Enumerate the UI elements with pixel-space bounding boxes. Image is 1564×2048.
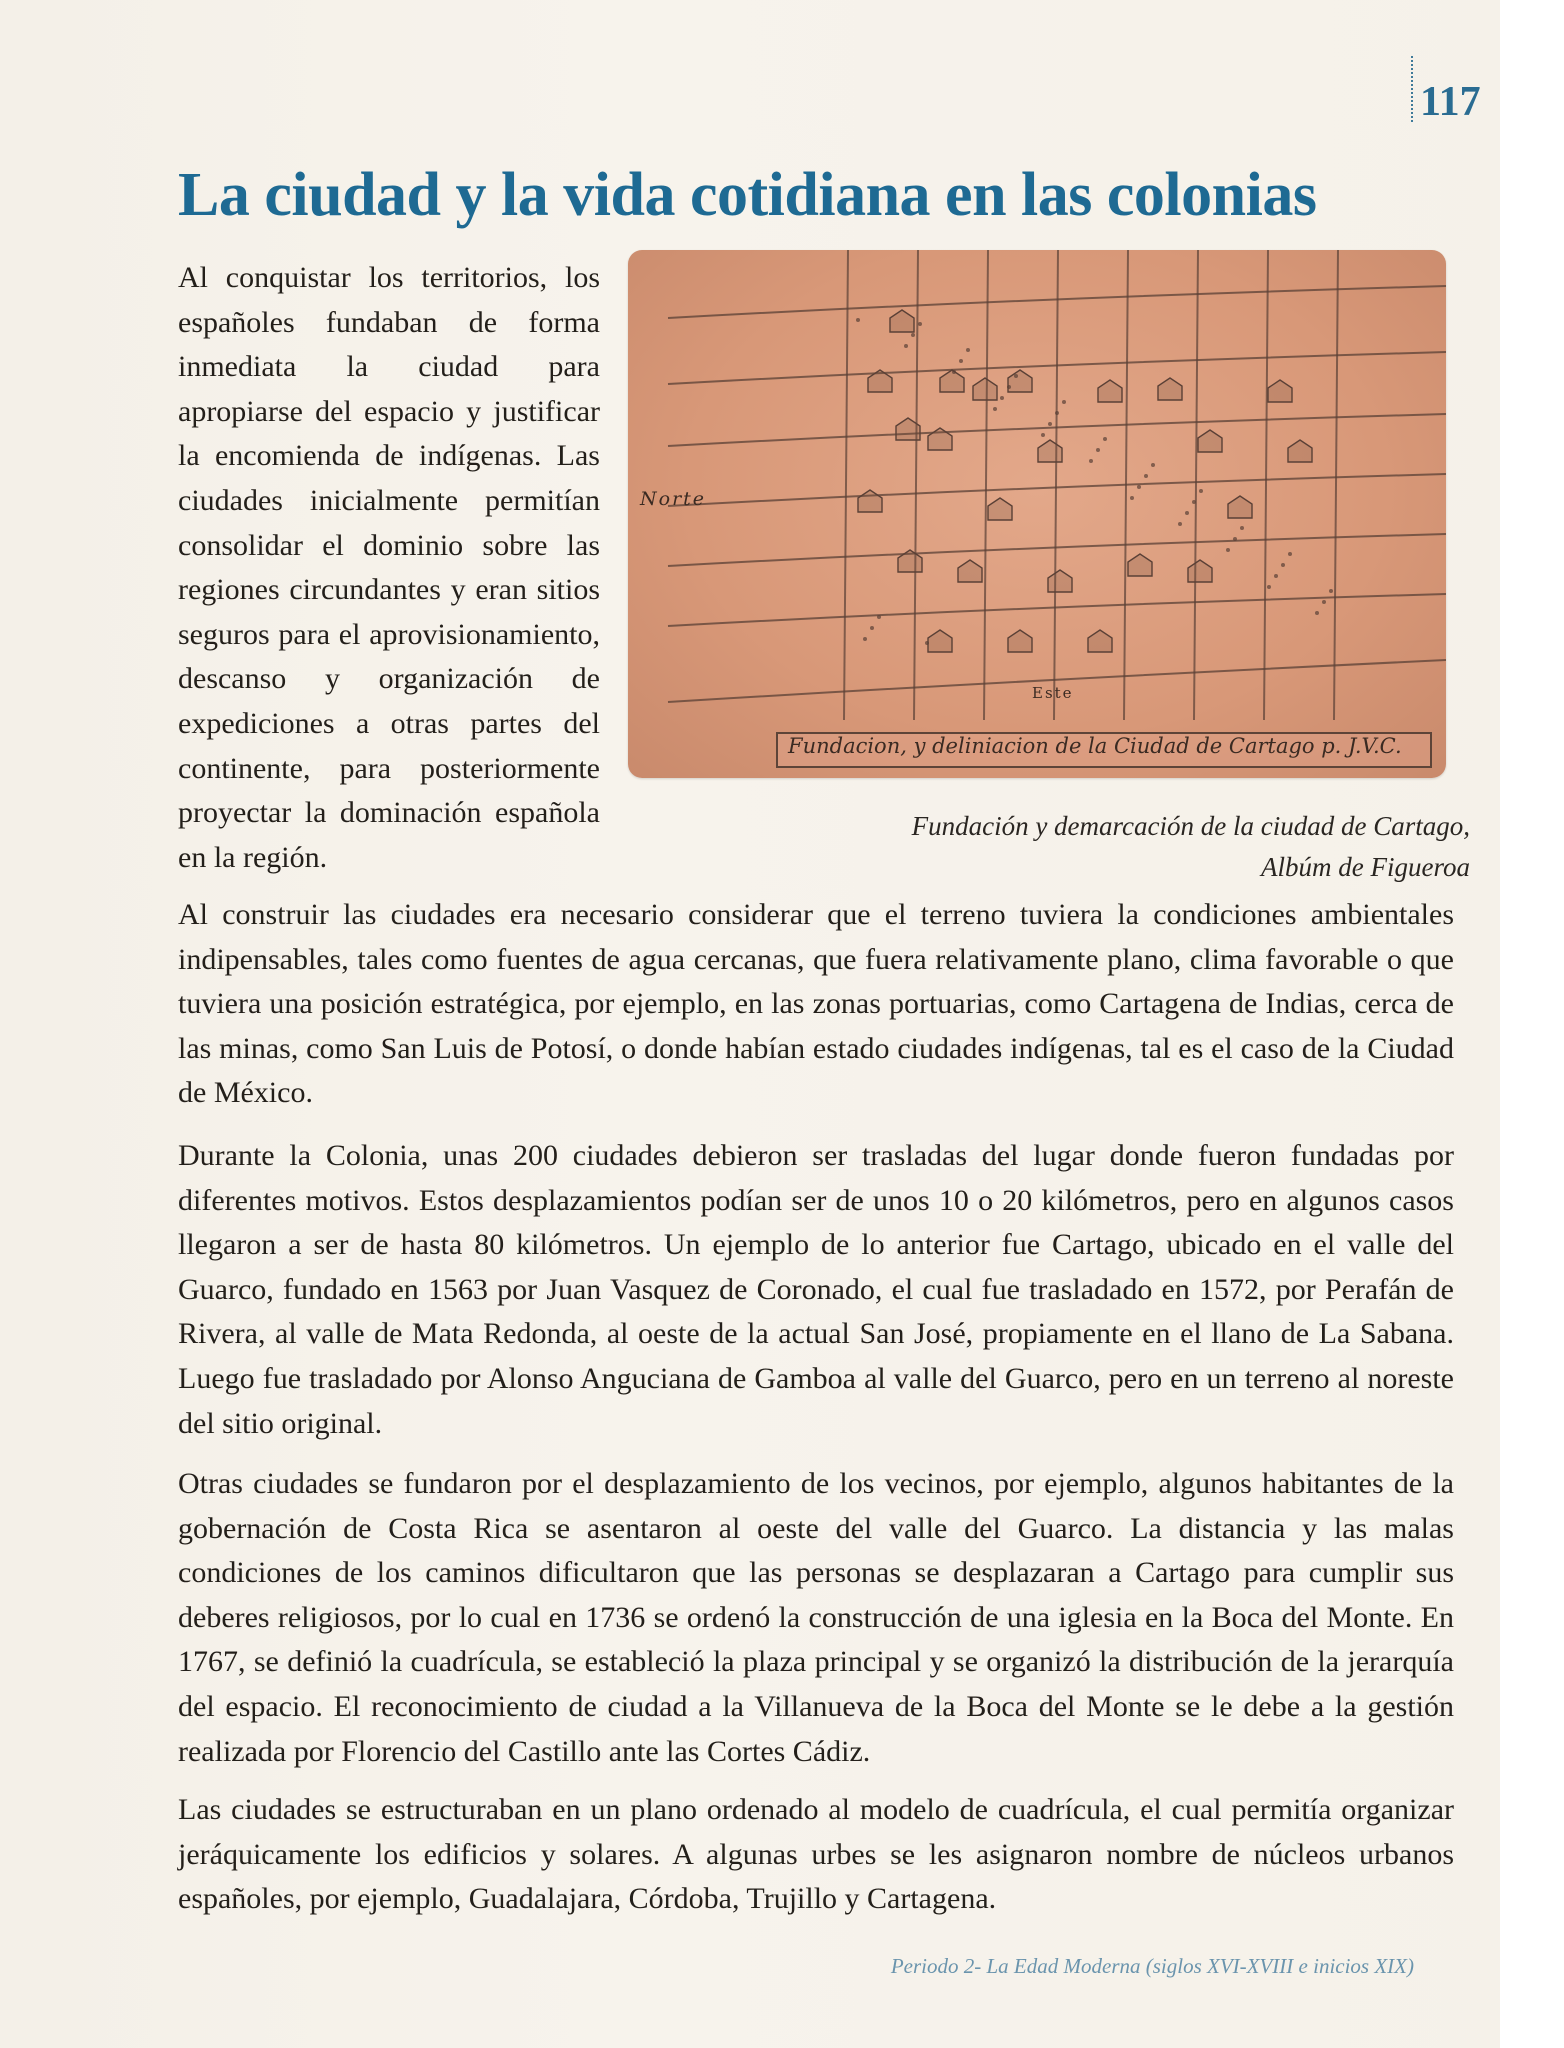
paragraph-intro: Al conquistar los territorios, los españoles fundaban de forma inmediata la ciudad para apropiarse del espacio y justificar la encomienda de indígenas. Las ciudades inicialmente permitían consolidar el dominio sobre las regiones circundantes y eran sitios seguros para el aprovisionamiento, descanso y organización de expediciones a otras partes del continente, para posteriormente proyectar la dominación española en la región.	[178, 261, 600, 874]
map-street-horizontal	[668, 534, 1446, 566]
map-house	[1188, 560, 1212, 582]
map-dot	[966, 348, 970, 352]
map-dot	[1233, 537, 1237, 541]
map-dot	[1089, 459, 1093, 463]
page-title: La ciudad y la vida cotidiana en las colonias	[178, 161, 1317, 229]
map-dot	[870, 626, 874, 630]
map-dot	[1240, 526, 1244, 530]
figure-caption-line1: Fundación y demarcación de la ciudad de Cartago,	[911, 811, 1470, 841]
map-caption-text: Fundacion, y deliniacion de la Ciudad de Cartago p. J.V.C.	[788, 734, 1402, 758]
map-house	[958, 560, 982, 582]
map-dot	[1315, 611, 1319, 615]
map-dot	[1000, 396, 1004, 400]
map-house	[988, 498, 1012, 520]
map-house	[1088, 630, 1112, 652]
page-edge	[1500, 0, 1564, 2048]
map-dot	[911, 333, 915, 337]
map-house	[1158, 378, 1182, 400]
map-dot	[1151, 463, 1155, 467]
map-dot	[904, 344, 908, 348]
map-figure	[628, 250, 1446, 778]
map-dot	[1055, 411, 1059, 415]
paragraph-4: Otras ciudades se fundaron por el desplazamiento de los vecinos, por ejemplo, algunos habitantes de la gobernación de Costa Rica se asentaron al oeste del valle del Guarco. La distancia y las malas condiciones de los caminos dificultaron que las personas se desplazaran a Cartago para cumplir sus deberes religiosos, por lo cual en 1736 se ordenó la construcción de una iglesia en la Boca del Monte. En 1767, se definió la cuadrícula, se estableció la plaza principal y se organizó la distribución de la jerarquía del espacio. El reconocimiento de ciudad a la Villanueva de la Boca del Monte se le debe a la gestión realizada por Florencio del Castillo ante las Cortes Cádiz.	[178, 1467, 1454, 1768]
map-dot	[856, 318, 860, 322]
map-house	[1098, 380, 1122, 402]
map-dot	[952, 370, 956, 374]
map-dot	[1096, 448, 1100, 452]
map-dot	[877, 615, 881, 619]
map-street-vertical	[1334, 250, 1338, 720]
map-dot	[1062, 400, 1066, 404]
map-house	[1198, 430, 1222, 452]
page-number: 117	[1420, 79, 1481, 125]
map-dot	[1322, 600, 1326, 604]
paragraph-2: Al construir las ciudades era necesario considerar que el terreno tuviera la condiciones ambientales indipensables, tales como fuentes de agua cercanas, que fuera relativamente plano, clima favorable o que tuviera una posición estratégica, por ejemplo, en las zonas portuarias, como Cartagena de Indias, cerca de las minas, como San Luis de Potosí, o donde habían estado ciudades indígenas, tal es el caso de la Ciudad de México.	[178, 898, 1454, 1110]
map-dot	[863, 637, 867, 641]
map-label-north: Norte	[640, 488, 707, 510]
map-street-vertical	[844, 250, 848, 720]
map-dot	[1014, 374, 1018, 378]
map-dot	[925, 641, 929, 645]
map-dot	[1185, 511, 1189, 515]
map-house	[1128, 554, 1152, 576]
map-house	[1268, 380, 1292, 402]
map-dot	[1041, 433, 1045, 437]
map-street-horizontal	[668, 594, 1446, 626]
map-street-vertical	[1264, 250, 1268, 720]
map-dot	[1007, 385, 1011, 389]
map-dot	[1274, 574, 1278, 578]
map-dot	[1281, 563, 1285, 567]
map-dot	[1199, 489, 1203, 493]
map-street-vertical	[984, 250, 988, 720]
map-dot	[1048, 422, 1052, 426]
map-dot	[993, 407, 997, 411]
map-house	[1048, 570, 1072, 592]
map-house	[1008, 370, 1032, 392]
map-dot	[959, 359, 963, 363]
page-number-rule	[1411, 56, 1413, 122]
figure-caption-line2: Albúm de Figueroa	[1261, 852, 1470, 882]
map-dot	[1329, 589, 1333, 593]
map-dot	[1267, 585, 1271, 589]
map-dot	[1192, 500, 1196, 504]
figure-caption	[780, 806, 1470, 888]
map-house	[858, 490, 882, 512]
map-house	[1038, 440, 1062, 462]
paragraph-3: Durante la Colonia, unas 200 ciudades debieron ser trasladas del lugar donde fueron fundadas por diferentes motivos. Estos desplazamientos podían ser de unos 10 o 20 kilómetros, pero en algunos casos llegaron a ser de hasta 80 kilómetros. Un ejemplo de lo anterior fue Cartago, ubicado en el valle del Guarco, fundado en 1563 por Juan Vasquez de Coronado, el cual fue trasladado en 1572, por Perafán de Rivera, al valle de Mata Redonda, al oeste de la actual San José, propiamente en el llano de La Sabana. Luego fue trasladado por Alonso Anguciana de Gamboa al valle del Guarco, pero en un terreno al noreste del sitio original.	[178, 1139, 1454, 1440]
map-dot	[1226, 548, 1230, 552]
map-house	[890, 310, 914, 332]
map-dot	[1288, 552, 1292, 556]
map-house	[1008, 630, 1032, 652]
map-dot	[1144, 474, 1148, 478]
map-label-east: Este	[1032, 684, 1074, 702]
map-dot	[1178, 522, 1182, 526]
map-house	[940, 370, 964, 392]
map-house	[1228, 496, 1252, 518]
footer-period: Periodo 2- La Edad Moderna (siglos XVI-XVIII e inicios XIX)	[890, 1954, 1414, 1978]
map-street-vertical	[1194, 250, 1198, 720]
map-dot	[1130, 496, 1134, 500]
map-street-vertical	[1054, 250, 1058, 720]
map-house	[1288, 440, 1312, 462]
map-dot	[1103, 437, 1107, 441]
map-house	[973, 378, 997, 400]
map-dot	[1137, 485, 1141, 489]
map-house	[928, 630, 952, 652]
map-dot	[918, 322, 922, 326]
paragraph-5: Las ciudades se estructuraban en un plano ordenado al modelo de cuadrícula, el cual permitía organizar jeráquicamente los edificios y solares. A algunas urbes se les asignaron nombre de núcleos urbanos españoles, por ejemplo, Guadalajara, Córdoba, Trujillo y Cartagena.	[178, 1793, 1454, 1916]
